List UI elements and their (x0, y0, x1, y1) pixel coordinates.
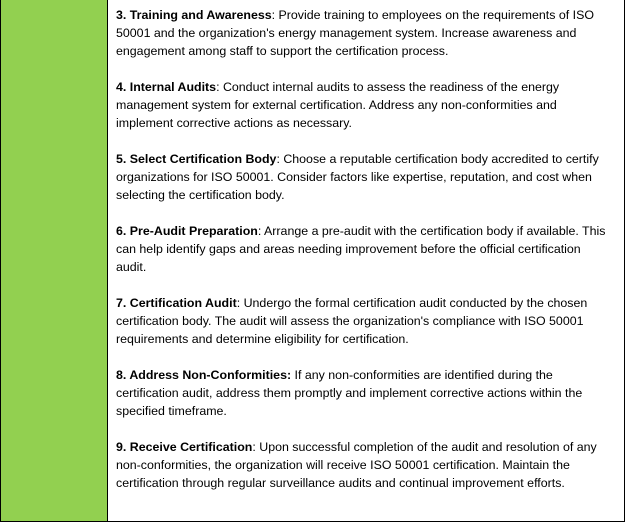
step-title: 3. Training and Awareness (116, 8, 272, 22)
step-text: : Undergo the formal certification audit conducted by the chosen certification body. The audit will assess the organization's compliance with ISO 50001 requirements and determine eligibility for certification. (116, 296, 588, 346)
step-paragraph-internal-audits (116, 78, 612, 132)
green-side-cell (1, 0, 108, 521)
step-paragraph-select-certification-body (116, 150, 612, 204)
step-paragraph-training (116, 6, 612, 60)
step-title: 6. Pre-Audit Preparation (116, 224, 258, 238)
step-title: 4. Internal Audits (116, 80, 217, 94)
step-title: 8. Address Non-Conformities: (116, 368, 292, 382)
step-text: : Conduct internal audits to assess the readiness of the energy management system for external certification. Address any non-conformities and implement corrective actions as necessary. (116, 80, 560, 130)
step-paragraph-receive-certification (116, 438, 612, 492)
step-paragraph-certification-audit (116, 294, 612, 348)
step-paragraph-non-conformities (116, 366, 612, 420)
step-text: : Arrange a pre-audit with the certification body if available. This can help identify gaps and areas needing improvement before the official certification audit. (116, 224, 606, 274)
step-text: If any non-conformities are identified during the certification audit, address them promptly and implement corrective actions within the specified timeframe. (116, 368, 583, 418)
step-title: 5. Select Certification Body (116, 152, 277, 166)
step-title: 9. Receive Certification (116, 440, 253, 454)
steps-content-cell (108, 0, 624, 521)
step-title: 7. Certification Audit (116, 296, 237, 310)
step-paragraph-pre-audit (116, 222, 612, 276)
step-text: : Provide training to employees on the requirements of ISO 50001 and the organization's energy management system. Increase awareness and engagement among staff to support the certification process. (116, 8, 594, 58)
step-text: : Choose a reputable certification body accredited to certify organizations for ISO 50001. Consider factors like expertise, reputation, and cost when selecting the certification body. (116, 152, 599, 202)
step-text: : Upon successful completion of the audit and resolution of any non-conformities, the organization will receive ISO 50001 certification. Maintain the certification through regular surveillance audits and continual improvement efforts. (116, 440, 597, 490)
